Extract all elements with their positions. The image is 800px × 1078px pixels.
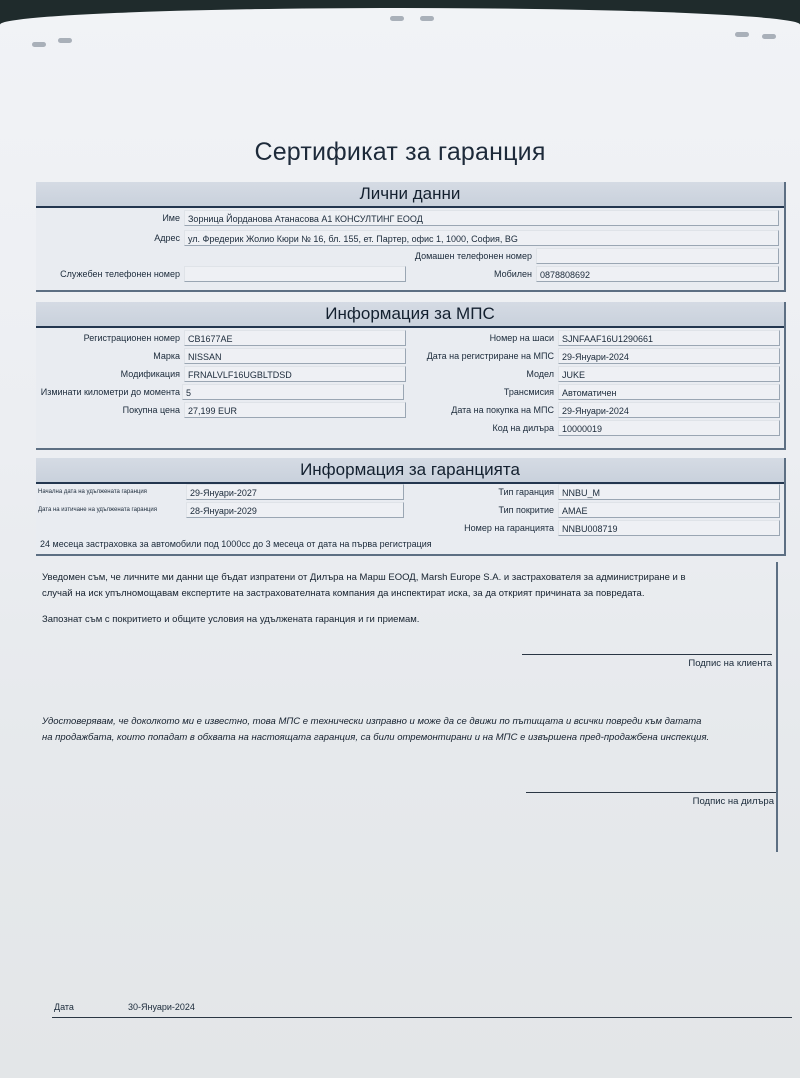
end-date-label: Дата на изтичане на удължената гаранция [38,507,157,513]
section-heading: Лични данни [36,182,784,208]
warranty-number-field[interactable]: NNBU008719 [558,520,780,536]
coverage-type-label: Тип покритие [498,505,554,515]
vin-field[interactable]: SJNFAAF16U1290661 [558,330,780,346]
purchase-date-field[interactable]: 29-Януари-2024 [558,402,780,418]
punch-hole [762,34,776,39]
start-date-label: Начална дата на удължената гаранция [38,489,147,495]
mobile-field[interactable]: 0878808692 [536,266,779,282]
price-label: Покупна цена [122,405,180,415]
reg-date-label: Дата на регистриране на МПС [426,351,554,361]
reg-number-label: Регистрационен номер [83,333,180,343]
date-label: Дата [54,1002,74,1012]
dealer-code-label: Код на дилъра [492,423,554,433]
model-label: Модел [526,369,554,379]
mileage-label: Изминати километри до момента [40,387,180,397]
terms-acceptance-text: Запознат съм с покритието и общите условия на удължената гаранция и ги приемам. [42,614,420,625]
punch-hole [58,38,72,43]
punch-hole [32,42,46,47]
punch-hole [735,32,749,37]
end-date-field[interactable]: 28-Януари-2029 [186,502,404,518]
address-field[interactable]: ул. Фредерик Жолио Кюри № 16, бл. 155, ет. Партер, офис 1, 1000, София, BG [184,230,779,246]
price-field[interactable]: 27,199 EUR [184,402,406,418]
warranty-note: 24 месеца застраховка за автомобили под 1000сс до 3 месеца от дата на първа регистрация [40,539,432,549]
dealer-signature-line[interactable] [526,792,776,793]
purchase-date-label: Дата на покупка на МПС [451,405,554,415]
mobile-label: Мобилен [493,269,532,279]
punch-hole [420,16,434,21]
name-field[interactable]: Зорница Йорданова Атанасова А1 КОНСУЛТИНГ ЕООД [184,210,779,226]
date-value: 30-Януари-2024 [128,1002,195,1012]
section-heading: Информация за гаранцията [36,458,784,484]
client-signature-label: Подпис на клиента [688,658,772,669]
dealer-statement-line: Удостоверявам, че доколкото ми е известно, това МПС е технически изправно и може да се движи по пътищата и всички повреди към датата [42,716,702,727]
personal-data-section [36,182,786,292]
name-label: Име [162,213,180,223]
warranty-type-label: Тип гаранция [498,487,554,497]
address-label: Адрес [154,233,180,243]
start-date-field[interactable]: 29-Януари-2027 [186,484,404,500]
coverage-type-field[interactable]: AMAE [558,502,780,518]
warranty-type-field[interactable]: NNBU_M [558,484,780,500]
section-heading: Информация за МПС [36,302,784,328]
make-field[interactable]: NISSAN [184,348,406,364]
client-signature-line[interactable] [522,654,772,655]
warranty-info-section [36,458,786,556]
home-phone-label: Домашен телефонен номер [414,251,532,261]
footer-divider [52,1017,792,1018]
modification-field[interactable]: FRNALVLF16UGBLTDSD [184,366,406,382]
dealer-signature-label: Подпис на дилъра [692,796,774,807]
warranty-number-label: Номер на гаранцията [464,523,554,533]
mileage-field[interactable]: 5 [182,384,404,400]
transmission-field[interactable]: Автоматичен [558,384,780,400]
consent-text-line: Уведомен съм, че личните ми данни ще бъдат изпратени от Дилъра на Марш ЕООД, Marsh Europe S.A. и застрахователя за администриране и в [42,572,686,583]
dealer-code-field[interactable]: 10000019 [558,420,780,436]
work-phone-label: Служебен телефонен номер [60,269,180,279]
reg-date-field[interactable]: 29-Януари-2024 [558,348,780,364]
consent-text-line: случай на иск упълномощавам експертите на застрахователната компания да инспектират иска, за да открият причината за повредата. [42,588,645,599]
modification-label: Модификация [120,369,180,379]
home-phone-field[interactable] [536,248,779,264]
punch-hole [390,16,404,21]
reg-number-field[interactable]: CB1677AE [184,330,406,346]
transmission-label: Трансмисия [503,387,554,397]
vin-label: Номер на шаси [489,333,554,343]
model-field[interactable]: JUKE [558,366,780,382]
consent-section [36,562,778,852]
vehicle-info-section [36,302,786,450]
dealer-statement-line: на продажбата, които попадат в обхвата на настоящата гаранция, са били отремонтирани и на МПС е извършена пред-продажбена инспекция. [42,732,710,743]
page-title: Сертификат за гаранция [254,138,546,166]
make-label: Марка [153,351,180,361]
